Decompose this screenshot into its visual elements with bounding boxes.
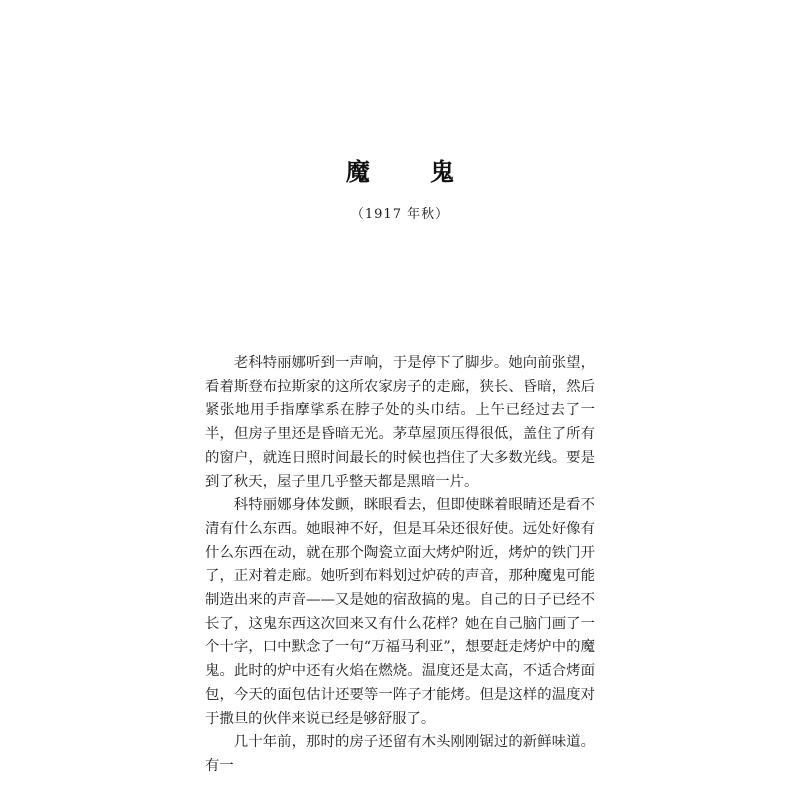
paragraph: 几十年前，那时的房子还留有木头刚刚锯过的新鲜味道。有一 [205, 734, 595, 774]
paragraph: 科特丽娜身体发颤，眯眼看去，但即使眯着眼睛还是看不清有什么东西。她眼神不好，但是耳朵还很好使。远处好像有什么东西在动，就在那个陶瓷立面大烤炉附近，烤炉的铁门开了，正对着走廊。她听到布料划过炉砖的声音，那种魔鬼可能制造出来的声音——又是她的宿敌搞的鬼。自己的日子已经不长了，这鬼东西这次回来又有什么花样？她在自己脑门画了一个十字，口中默念了一句“万福马利亚”，想要赶走烤炉中的魔鬼。此时的炉中还有火焰在燃烧。温度还是太高，不适合烤面包，今天的面包估计还要等一阵子才能烤。但是这样的温度对于撒旦的伙伴来说已经是够舒服了。 [205, 497, 595, 727]
chapter-title: 魔 鬼 [345, 157, 481, 186]
chapter-body [205, 352, 595, 779]
paragraph: 老科特丽娜听到一声响，于是停下了脚步。她向前张望，看着斯登布拉斯家的这所农家房子的走廊，狭长、昏暗，然后紧张地用手指摩挲系在脖子处的头巾结。上午已经过去了一半，但房子里还是昏暗无光。茅草屋顶压得很低，盖住了所有的窗户，就连日照时间最长的时候也挡住了大多数光线。要是到了秋天，屋子里几乎整天都是黑暗一片。 [205, 355, 595, 490]
chapter-date-subtitle: （1917 年秋） [350, 207, 450, 222]
